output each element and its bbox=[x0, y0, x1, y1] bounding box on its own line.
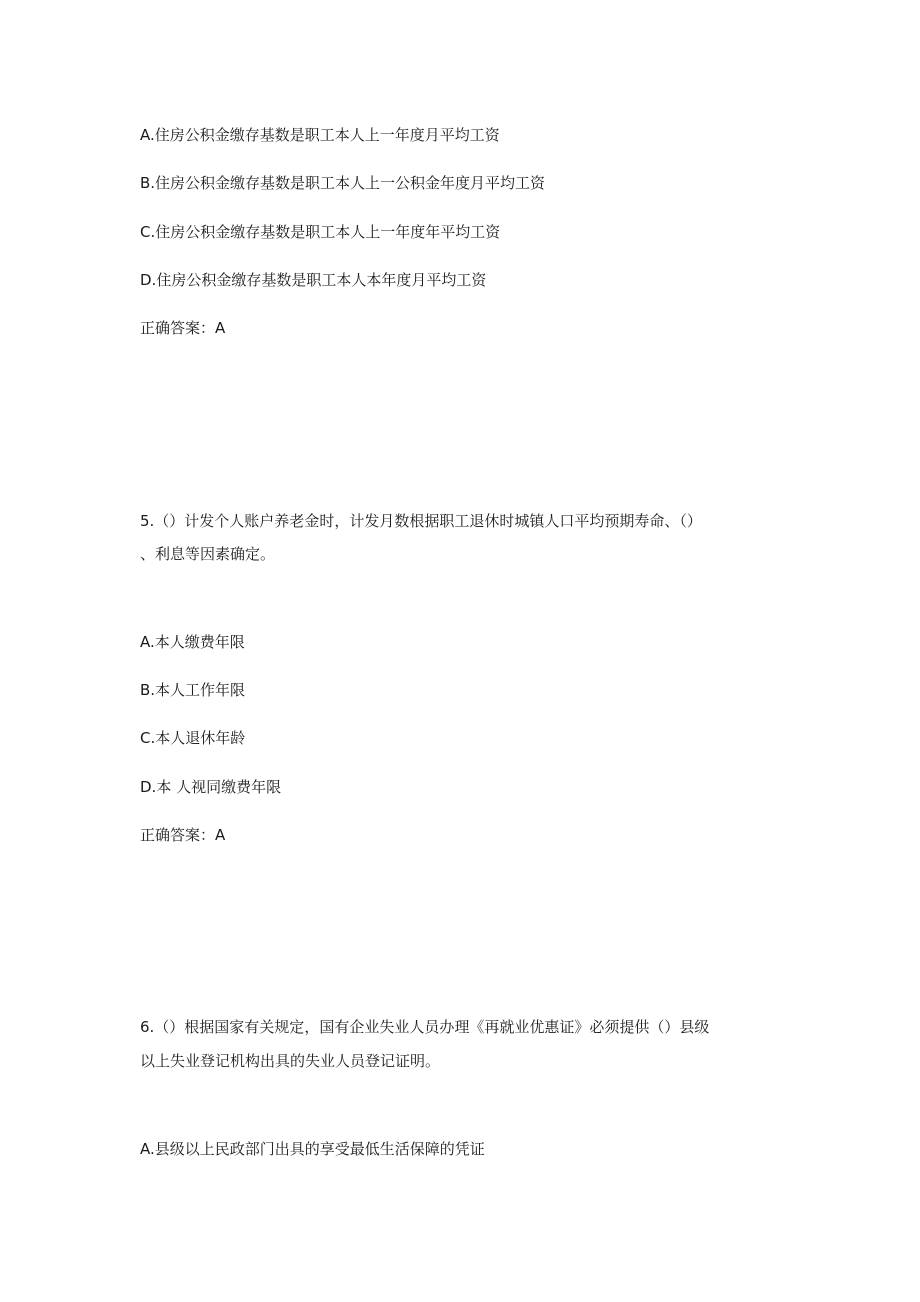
q5-stem-line1: 5.（）计发个人账户养老金时，计发月数根据职工退休时城镇人口平均预期寿命、（） bbox=[140, 512, 702, 530]
q4-option-d: D.住房公积金缴存基数是职工本人本年度月平均工资 bbox=[140, 271, 487, 289]
q5-option-d: D.本 人视同缴费年限 bbox=[140, 778, 282, 796]
q4-option-b: B.住房公积金缴存基数是职工本人上一公积金年度月平均工资 bbox=[140, 174, 546, 192]
q4-answer: 正确答案：A bbox=[140, 319, 226, 337]
q6-stem-line2: 以上失业登记机构出具的失业人员登记证明。 bbox=[140, 1052, 441, 1070]
q4-option-c: C.住房公积金缴存基数是职工本人上一年度年平均工资 bbox=[140, 223, 501, 241]
q4-option-a: A.住房公积金缴存基数是职工本人上一年度月平均工资 bbox=[140, 126, 500, 144]
q6-stem-line1: 6.（）根据国家有关规定，国有企业失业人员办理《再就业优惠证》必须提供（）县级 bbox=[140, 1018, 710, 1036]
q5-option-b: B.本人工作年限 bbox=[140, 681, 246, 699]
q5-option-c: C.本人退休年龄 bbox=[140, 729, 246, 747]
q5-option-a: A.本人缴费年限 bbox=[140, 633, 245, 651]
q5-stem-line2: 、利息等因素确定。 bbox=[140, 545, 276, 563]
q6-option-a: A.县级以上民政部门出具的享受最低生活保障的凭证 bbox=[140, 1140, 485, 1158]
q5-answer: 正确答案：A bbox=[140, 826, 226, 844]
